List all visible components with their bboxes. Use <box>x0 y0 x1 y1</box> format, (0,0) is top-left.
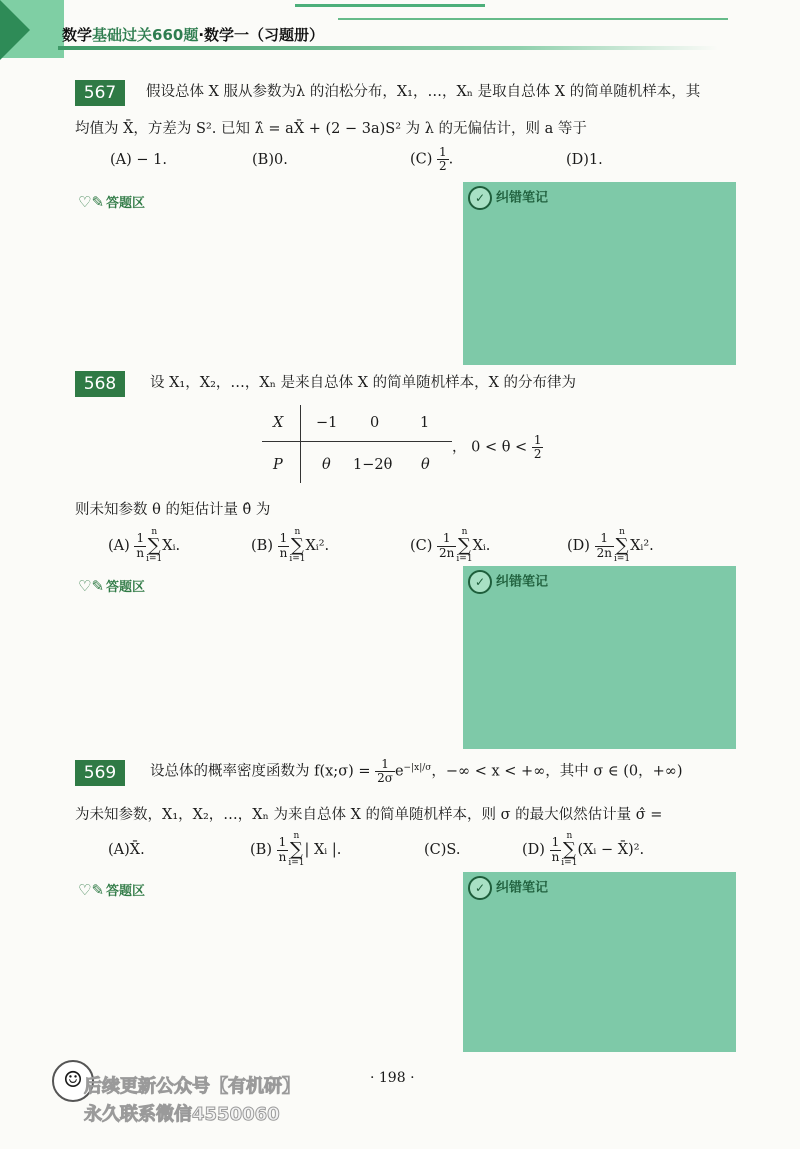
fraction <box>375 758 395 785</box>
condition-text: ， 0 < θ < <box>452 439 528 456</box>
fraction-denominator: 2n <box>596 545 612 560</box>
fraction <box>550 836 562 863</box>
option-d <box>522 832 644 868</box>
sum-upper: n <box>619 527 625 537</box>
error-notes-text: 纠错笔记 <box>496 880 549 896</box>
sum-upper: n <box>151 527 158 537</box>
summation-symbol: n ∑ i=1 <box>456 527 473 564</box>
table-x-value: 1 <box>420 415 430 431</box>
header-decor-line <box>295 4 485 7</box>
sum-upper: n <box>293 831 300 841</box>
header-title-suffix: ·数学一（习题册） <box>198 26 325 44</box>
check-magnifier-icon: ✓ <box>468 570 492 594</box>
page-number: · 198 · <box>370 1070 415 1086</box>
header-decor-line <box>338 18 728 20</box>
watermark-line: 后续更新公众号【有机研】 <box>84 1076 300 1097</box>
option-label: (D) <box>567 538 590 554</box>
option-label: (A) <box>108 538 130 554</box>
fraction-denominator: n <box>278 849 287 864</box>
fraction <box>134 532 146 559</box>
summation-symbol: n ∑ i=1 <box>289 527 306 564</box>
theta-condition <box>452 434 543 461</box>
sum-lower: i=1 <box>288 858 305 868</box>
error-notes-label <box>468 570 548 594</box>
answer-zone-label <box>78 192 145 211</box>
fraction-numerator: 1 <box>375 758 395 772</box>
question-number-badge: 569 <box>75 760 125 786</box>
sum-lower: i=1 <box>561 858 578 868</box>
fraction <box>437 532 456 559</box>
sum-lower: i=1 <box>289 554 306 564</box>
option-label: (B) <box>251 538 273 554</box>
option-suffix: (Xᵢ − X̄)². <box>577 842 645 858</box>
fraction <box>277 836 289 863</box>
page-header-title <box>62 24 324 45</box>
question-text-line: 假设总体 X 服从参数为λ 的泊松分布，X₁，…，Xₙ 是取自总体 X 的简单随机样本，其 <box>146 84 701 100</box>
option-b: (B)0. <box>252 152 288 168</box>
pen-heart-icon: ♡✎ <box>78 193 105 211</box>
pen-heart-icon: ♡✎ <box>78 577 105 595</box>
exponential-base: e <box>394 763 404 780</box>
fraction-numerator: 1 <box>277 836 289 850</box>
answer-zone-text: 答题区 <box>106 580 146 595</box>
check-magnifier-icon: ✓ <box>468 186 492 210</box>
answer-zone-label <box>78 880 145 899</box>
option-c <box>410 528 490 564</box>
table-p-value: θ <box>322 457 331 473</box>
exponent: −|x|/σ <box>403 762 432 773</box>
option-b <box>251 528 329 564</box>
header-title-green: 基础过关660题 <box>92 26 199 44</box>
option-suffix: Xᵢ². <box>305 538 330 554</box>
fraction-denominator: n <box>279 545 288 560</box>
answer-zone-label <box>78 576 145 595</box>
sum-lower: i=1 <box>146 554 163 564</box>
text-segment: ，−∞ < x < +∞，其中 σ ∈ (0，+∞) <box>431 763 683 780</box>
header-title-prefix: 数学 <box>62 26 93 44</box>
fraction-numerator: 1 <box>595 532 614 546</box>
fraction-denominator: 2σ <box>377 771 393 786</box>
sum-upper: n <box>294 527 301 537</box>
fraction-numerator: 1 <box>439 145 447 159</box>
option-d: (D)1. <box>566 152 603 168</box>
table-p-value: θ <box>421 457 430 473</box>
table-horizontal-rule <box>262 441 452 442</box>
watermark-line: 永久联系微信4550060 <box>84 1104 280 1125</box>
option-suffix: | Xᵢ |. <box>304 842 342 858</box>
option-label: (D) <box>522 842 545 858</box>
text-segment: 设总体的概率密度函数为 f(x;σ) = <box>150 763 371 780</box>
question-number-badge: 567 <box>75 80 125 106</box>
option-c <box>410 146 453 173</box>
question-number-badge: 568 <box>75 371 125 397</box>
header-underline <box>58 46 718 50</box>
option-label: (C) <box>410 538 433 554</box>
question-text-line: 则未知参数 θ 的矩估计量 θ̂ 为 <box>75 502 271 518</box>
fraction-denominator: 2 <box>533 447 542 462</box>
option-label: (C) <box>410 151 433 168</box>
summation-symbol: n ∑ i=1 <box>288 831 305 868</box>
question-text-line: 设 X₁，X₂，…，Xₙ 是来自总体 X 的简单随机样本，X 的分布律为 <box>150 375 577 391</box>
fraction-numerator: 1 <box>533 433 542 447</box>
table-x-value: −1 <box>316 415 338 431</box>
question-text-line: 均值为 X̄，方差为 S². 已知 λ̂ = aX̄ + (2 − 3a)S² 为 λ 的无偏估计，则 a 等于 <box>75 121 587 137</box>
fraction <box>595 532 614 559</box>
table-x-value: 0 <box>370 415 380 431</box>
sum-lower: i=1 <box>456 554 473 564</box>
error-notes-text: 纠错笔记 <box>496 190 549 206</box>
fraction-numerator: 1 <box>550 836 562 850</box>
fraction-denominator: 2n <box>439 545 455 560</box>
summation-symbol: n ∑ i=1 <box>146 527 163 564</box>
error-notes-label <box>468 876 548 900</box>
option-suffix: . <box>448 151 454 168</box>
option-suffix: Xᵢ. <box>162 538 181 554</box>
pen-heart-icon: ♡✎ <box>78 881 105 899</box>
option-d <box>567 528 654 564</box>
header-corner-triangle <box>0 0 30 60</box>
option-label: (B) <box>250 842 272 858</box>
option-c: (C)S. <box>424 842 461 858</box>
question-text-line: 为未知参数，X₁，X₂，…，Xₙ 为来自总体 X 的简单随机样本，则 σ 的最大似然估计量 σ̂ = <box>75 807 663 823</box>
fraction-numerator: 1 <box>437 532 456 546</box>
fraction-denominator: 2 <box>439 159 447 174</box>
option-a <box>108 528 180 564</box>
option-a: (A) − 1. <box>110 152 167 168</box>
summation-symbol: n ∑ i=1 <box>613 527 631 564</box>
check-magnifier-icon: ✓ <box>468 876 492 900</box>
fraction-numerator: 1 <box>278 532 290 546</box>
error-notes-text: 纠错笔记 <box>496 574 549 590</box>
option-a: (A)X̄. <box>108 842 145 858</box>
table-p-value: 1−2θ <box>353 457 393 473</box>
fraction <box>437 146 449 173</box>
fraction-numerator: 1 <box>134 532 146 546</box>
table-x-label: X <box>273 415 284 431</box>
sum-upper: n <box>461 527 468 537</box>
summation-symbol: n ∑ i=1 <box>561 831 578 868</box>
answer-zone-text: 答题区 <box>106 884 146 899</box>
fraction <box>532 434 544 461</box>
option-suffix: Xᵢ². <box>630 538 654 554</box>
answer-zone-text: 答题区 <box>106 196 146 211</box>
option-b <box>250 832 341 868</box>
error-notes-label <box>468 186 548 210</box>
fraction-denominator: n <box>136 545 145 560</box>
smiley-icon: ☺ <box>52 1060 94 1102</box>
table-p-label: P <box>273 457 283 473</box>
sum-upper: n <box>566 831 573 841</box>
option-suffix: Xᵢ. <box>472 538 491 554</box>
fraction <box>278 532 290 559</box>
table-vertical-rule <box>300 405 301 483</box>
question-text-line <box>150 758 683 785</box>
fraction-denominator: n <box>551 849 560 864</box>
sum-lower: i=1 <box>613 554 631 564</box>
